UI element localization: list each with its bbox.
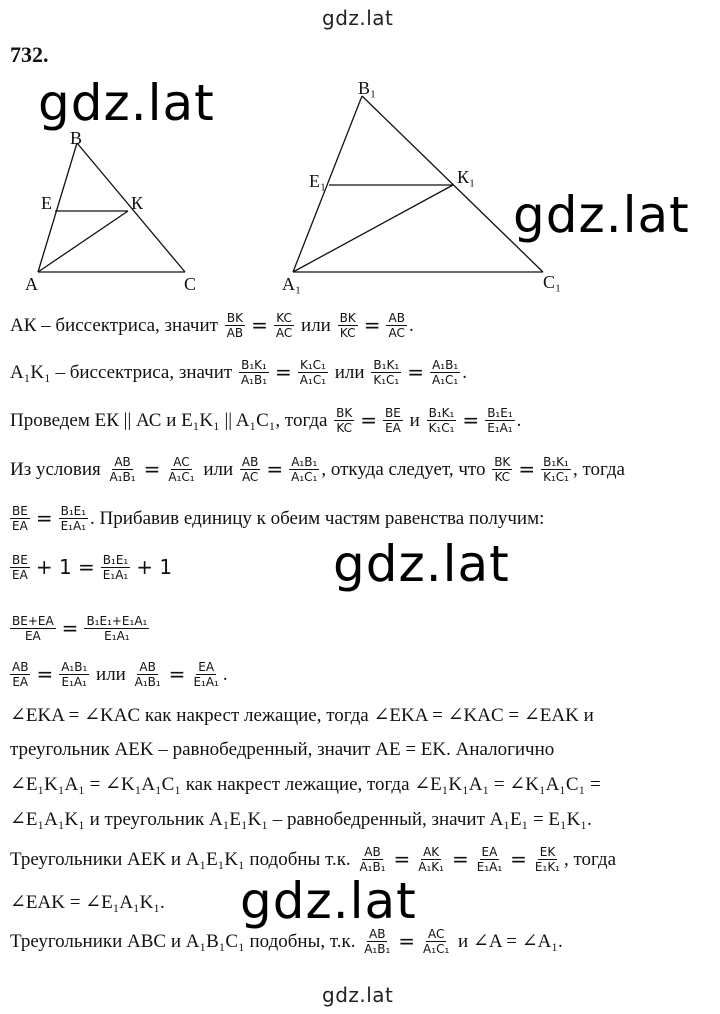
- fraction: $\frac{\text{B₁K₁}}{\text{K₁C₁}}$: [428, 405, 455, 435]
- fraction: $\frac{\text{A₁B₁}}{\text{A₁C₁}}$: [291, 454, 318, 484]
- fraction: $\frac{\text{B₁K₁}}{\text{A₁B₁}}$: [240, 357, 268, 387]
- fraction: $\frac{AB}{\text{A₁B₁}}$: [109, 454, 136, 484]
- solution-line-1: АК – биссектриса, значит $\frac{BK}{AB}$ = $\frac{KC}{AC}$ или $\frac{BK}{KC}$ = $\frac{AB}{AC}$ .: [10, 310, 414, 340]
- paragraph-line: ∠E₁K₁A₁ = ∠K₁A₁C₁ как накрест лежащие, тогда ∠E₁K₁A₁ = ∠K₁A₁C₁ =: [10, 774, 601, 795]
- fraction: $\frac{\text{B₁E₁}}{\text{E₁A₁}}$: [102, 552, 129, 582]
- fraction: $\frac{AB}{AC}$: [241, 454, 259, 484]
- vertex-label-a1: A₁: [282, 274, 302, 294]
- fraction: $\frac{AC}{\text{A₁C₁}}$: [423, 926, 450, 956]
- paragraph-line: ∠E₁A₁K₁ и треугольник A₁E₁K₁ – равнобедренный, значит A₁E₁ = E₁K₁.: [10, 809, 592, 830]
- fraction: $\frac{AB}{AC}$: [388, 310, 405, 340]
- vertex-label-c1: C₁: [543, 272, 562, 292]
- bisector-ak: [38, 211, 128, 272]
- paragraph-line: ∠EAK = ∠E₁A₁K₁.: [10, 892, 165, 913]
- solution-line-4: Из условия $\frac{AB}{\text{A₁B₁}}$ = $\frac{AC}{\text{A₁C₁}}$ или $\frac{AB}{AC}$ = $\frac{\text{A₁B₁}}{\text{A₁C₁}}$ , откуда следует, что $\frac{BK}{KC}$ = $\frac{\text{B₁K₁}}{\text{K₁C₁}}$ , тогда: [10, 454, 625, 484]
- site-header: gdz.lat: [322, 6, 394, 30]
- vertex-label-a: A: [25, 274, 38, 294]
- watermark: gdz.lat: [240, 872, 417, 930]
- solution-line-similarity-aek: Треугольники AEK и A₁E₁K₁ подобны т.к. $\frac{AB}{\text{A₁B₁}}$ = $\frac{AK}{\text{A₁K₁}}$ = $\frac{EA}{\text{E₁A₁}}$ = $\frac{EK}{\text{E₁K₁}}$ , тогда: [10, 844, 616, 874]
- problem-number: 732.: [10, 42, 49, 67]
- fraction: $\frac{\text{B₁E₁}}{\text{E₁A₁}}$: [60, 503, 87, 533]
- fraction: $\frac{\text{K₁C₁}}{\text{A₁C₁}}$: [299, 357, 327, 387]
- triangle-abc-figure: [0, 0, 720, 300]
- side-a1b1: [293, 96, 362, 272]
- vertex-label-k1: К₁: [457, 167, 476, 187]
- site-footer: gdz.lat: [322, 983, 394, 1007]
- fraction: $\frac{BE}{EA}$: [12, 503, 28, 533]
- paragraph-line: треугольник AEK – равнобедренный, значит AE = EK. Аналогично: [10, 739, 555, 760]
- side-b1c1: [362, 96, 543, 272]
- fraction: $\frac{BE+EA}{EA}$: [12, 613, 54, 643]
- solution-line-6: $\frac{BE}{EA}$ + 1 = $\frac{\text{B₁E₁}}{\text{E₁A₁}}$ + 1: [12, 552, 173, 582]
- fraction: $\frac{AC}{\text{A₁C₁}}$: [168, 454, 195, 484]
- fraction: $\frac{EK}{\text{E₁K₁}}$: [534, 844, 560, 874]
- fraction: $\frac{BK}{KC}$: [494, 454, 511, 484]
- fraction: $\frac{BK}{KC}$: [336, 405, 353, 435]
- fraction: $\frac{\text{B₁E₁+E₁A₁}}{\text{E₁A₁}}$: [86, 613, 148, 643]
- fraction: $\frac{\text{B₁K₁}}{\text{K₁C₁}}$: [373, 357, 400, 387]
- fraction: $\frac{KC}{AC}$: [275, 310, 293, 340]
- solution-line-8: $\frac{AB}{EA}$ = $\frac{\text{A₁B₁}}{\text{E₁A₁}}$ или $\frac{AB}{\text{A₁B₁}}$ = $\frac{EA}{\text{E₁A₁}}$ .: [12, 659, 228, 689]
- watermark: gdz.lat: [333, 535, 510, 593]
- vertex-label-k: К: [131, 193, 144, 213]
- vertex-label-e1: E₁: [309, 171, 327, 191]
- fraction: $\frac{BE}{EA}$: [385, 405, 401, 435]
- solution-line-3: Проведем ЕК || АС и E₁K₁ || A₁C₁, тогда $\frac{BK}{KC}$ = $\frac{BE}{EA}$ и $\frac{\text{B₁K₁}}{\text{K₁C₁}}$ = $\frac{\text{B₁E₁}}{\text{E₁A₁}}$ .: [10, 405, 522, 435]
- watermark: gdz.lat: [513, 186, 690, 244]
- fraction: $\frac{BK}{AB}$: [226, 310, 244, 340]
- fraction: $\frac{AB}{\text{A₁B₁}}$: [359, 844, 386, 874]
- fraction: $\frac{\text{B₁E₁}}{\text{E₁A₁}}$: [487, 405, 513, 435]
- fraction: $\frac{EA}{\text{E₁A₁}}$: [193, 659, 219, 689]
- fraction: $\frac{AB}{\text{A₁B₁}}$: [364, 926, 391, 956]
- fraction: $\frac{\text{A₁B₁}}{\text{A₁C₁}}$: [431, 357, 459, 387]
- solution-line-similarity-abc: Треугольники ABC и A₁B₁C₁ подобны, т.к. $\frac{AB}{\text{A₁B₁}}$ = $\frac{AC}{\text{A₁C₁}}$ и ∠A = ∠A₁.: [10, 926, 563, 956]
- bisector-a1k1: [293, 185, 453, 272]
- paragraph-line: ∠EKA = ∠KAC как накрест лежащие, тогда ∠EKA = ∠KAC = ∠EAK и: [10, 705, 594, 726]
- vertex-label-b1: B₁: [358, 78, 377, 98]
- fraction: $\frac{AB}{\text{A₁B₁}}$: [134, 659, 161, 689]
- fraction: $\frac{\text{B₁K₁}}{\text{K₁C₁}}$: [543, 454, 569, 484]
- solution-line-7: $\frac{BE+EA}{EA}$ = $\frac{\text{B₁E₁+E₁A₁}}{\text{E₁A₁}}$: [12, 613, 148, 643]
- vertex-label-e: E: [41, 193, 52, 213]
- vertex-label-b: B: [70, 128, 83, 148]
- fraction: $\frac{BK}{KC}$: [339, 310, 356, 340]
- solution-line-2: A₁K₁ – биссектриса, значит $\frac{\text{B₁K₁}}{\text{A₁B₁}}$ = $\frac{\text{K₁C₁}}{\text{A₁C₁}}$ или $\frac{\text{B₁K₁}}{\text{K₁C₁}}$ = $\frac{\text{A₁B₁}}{\text{A₁C₁}}$ .: [10, 357, 467, 387]
- watermark: gdz.lat: [38, 74, 215, 132]
- fraction: $\frac{EA}{\text{E₁A₁}}$: [476, 844, 503, 874]
- solution-line-5: $\frac{BE}{EA}$ = $\frac{\text{B₁E₁}}{\text{E₁A₁}}$ . Прибавив единицу к обеим частям равенства получим:: [12, 503, 545, 533]
- fraction: $\frac{\text{A₁B₁}}{\text{E₁A₁}}$: [61, 659, 88, 689]
- fraction: $\frac{AB}{EA}$: [12, 659, 29, 689]
- vertex-label-c: C: [184, 274, 197, 294]
- fraction: $\frac{AK}{\text{A₁K₁}}$: [418, 844, 444, 874]
- fraction: $\frac{BE}{EA}$: [12, 552, 28, 582]
